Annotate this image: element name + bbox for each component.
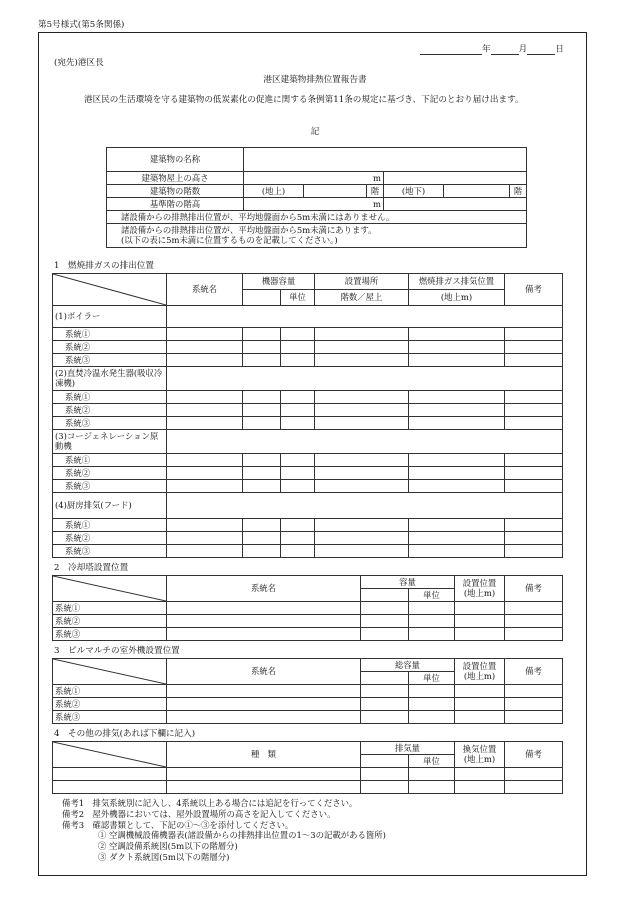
cell[interactable]: [315, 519, 409, 532]
cell[interactable]: [167, 519, 243, 532]
cell[interactable]: [281, 532, 315, 545]
building-name-label: 建築物の名称: [107, 148, 244, 172]
cell[interactable]: [243, 417, 281, 430]
cell[interactable]: [505, 545, 563, 558]
cell[interactable]: [315, 404, 409, 417]
header-position-sub: (地上m): [463, 753, 496, 764]
cell[interactable]: [315, 454, 409, 467]
cell[interactable]: [281, 480, 315, 493]
cell[interactable]: [409, 354, 505, 367]
table-row: 系統②: [53, 615, 167, 628]
group-boiler: (1)ボイラー: [53, 306, 167, 328]
cell[interactable]: [167, 328, 243, 341]
above-unit: 階: [367, 185, 384, 198]
cell[interactable]: [505, 781, 563, 794]
cell[interactable]: [361, 768, 409, 781]
cell[interactable]: [505, 467, 563, 480]
cell[interactable]: [361, 602, 409, 615]
cell[interactable]: [505, 685, 563, 698]
below-label: (地下): [384, 185, 444, 198]
cell[interactable]: [167, 532, 243, 545]
option-1[interactable]: [107, 211, 527, 224]
header-position: [455, 576, 505, 602]
cell[interactable]: [243, 519, 281, 532]
day-label: 日: [555, 44, 564, 55]
cell[interactable]: [505, 480, 563, 493]
cell[interactable]: [281, 454, 315, 467]
cell[interactable]: [315, 545, 409, 558]
cell[interactable]: [505, 602, 563, 615]
header-unit: 単位: [409, 755, 455, 768]
cell[interactable]: [167, 768, 361, 781]
cell[interactable]: [455, 602, 505, 615]
base-blank: [384, 198, 527, 211]
cell[interactable]: [167, 417, 243, 430]
cell[interactable]: [243, 341, 281, 354]
diagonal-line: [53, 742, 166, 767]
table-row: 系統③: [53, 417, 167, 430]
cell[interactable]: [167, 628, 361, 641]
note-3: 備考3 確認書類として、下記の①～③を添付してください。: [62, 819, 294, 830]
cell[interactable]: [505, 532, 563, 545]
section-3-table: [52, 658, 563, 724]
cell[interactable]: [505, 628, 563, 641]
cell[interactable]: [243, 328, 281, 341]
cell[interactable]: [409, 711, 455, 724]
above-field[interactable]: [304, 185, 367, 198]
group-row-blank: [167, 430, 563, 454]
capacity-value-header: [361, 755, 409, 768]
cell[interactable]: [505, 417, 563, 430]
cell[interactable]: [167, 711, 361, 724]
cell[interactable]: [409, 768, 455, 781]
group-cogeneration: (3)コージェネレーション原動機: [53, 430, 167, 454]
cell[interactable]: [505, 404, 563, 417]
cell[interactable]: [243, 532, 281, 545]
cell[interactable]: [315, 532, 409, 545]
table-row: 系統③: [53, 628, 167, 641]
header-unit: 単位: [281, 290, 315, 306]
cell[interactable]: [409, 532, 505, 545]
form-label: 第5号様式(第5条関係): [38, 20, 125, 30]
cell[interactable]: [315, 354, 409, 367]
header-system: 系統名: [167, 576, 361, 602]
cell[interactable]: [243, 467, 281, 480]
note-3-c: ③ ダクト系統図(5m以下の階層分): [98, 851, 230, 862]
cell[interactable]: [409, 391, 505, 404]
note-1: 備考1 排気系統別に記入し、4系統以上ある場合には追記を行ってください。: [62, 798, 358, 808]
header-note: 備考: [505, 659, 563, 685]
header-note: 備考: [505, 576, 563, 602]
cell[interactable]: [281, 341, 315, 354]
cell[interactable]: [455, 685, 505, 698]
cell[interactable]: [167, 404, 243, 417]
cell[interactable]: [53, 768, 167, 781]
above-label: (地上): [244, 185, 304, 198]
cell[interactable]: [409, 615, 455, 628]
capacity-value-header: [243, 290, 281, 306]
cell[interactable]: [409, 628, 455, 641]
option-2-text: 諸設備からの排熱排出位置が、平均地盤面から5m未満にあります。: [121, 224, 377, 235]
cell[interactable]: [281, 354, 315, 367]
floors-label: 建築物の階数: [107, 185, 244, 198]
cell[interactable]: [505, 768, 563, 781]
section-4-title: 4 その他の排気(あれば下欄に記入): [54, 729, 196, 739]
cell[interactable]: [409, 467, 505, 480]
table-row: 系統③: [53, 480, 167, 493]
building-table: [106, 147, 527, 248]
cell[interactable]: [361, 711, 409, 724]
cell[interactable]: [409, 480, 505, 493]
base-height-label: 基準階の階高: [107, 198, 244, 211]
group-row-blank: [167, 367, 563, 391]
cell[interactable]: [361, 615, 409, 628]
cell[interactable]: [315, 467, 409, 480]
table-row: 系統③: [53, 354, 167, 367]
cell[interactable]: [167, 698, 361, 711]
header-capacity: 容量: [361, 576, 455, 589]
header-capacity: 総容量: [361, 659, 455, 672]
table-row: 系統①: [53, 519, 167, 532]
option-2-note: (以下の表に5m未満に位置するものを記載してください。): [121, 234, 338, 245]
group-row-blank: [167, 493, 563, 519]
section-2-title: 2 冷却塔設置位置: [54, 563, 129, 573]
table-row: 系統①: [53, 602, 167, 615]
cell[interactable]: [167, 467, 243, 480]
cell[interactable]: [281, 404, 315, 417]
note-3-a: ① 空調機械設備機器表(諸設備からの排熱排出位置の1～3の記載がある箇所): [98, 830, 386, 841]
cell[interactable]: [409, 698, 455, 711]
cell[interactable]: [409, 328, 505, 341]
diagonal-line: [53, 274, 166, 305]
cell[interactable]: [361, 628, 409, 641]
cell[interactable]: [409, 404, 505, 417]
cell[interactable]: [409, 685, 455, 698]
header-capacity: 機器容量: [243, 274, 315, 290]
section-4-table: [52, 741, 563, 794]
table-row: 系統①: [53, 391, 167, 404]
height-label: 建築物屋上の高さ: [107, 172, 244, 185]
cell[interactable]: [361, 781, 409, 794]
header-diagonal-cell: [53, 659, 167, 685]
date-line: [420, 44, 580, 55]
header-place-sub: 階数／屋上: [315, 290, 409, 306]
cell[interactable]: [315, 328, 409, 341]
cell[interactable]: [455, 711, 505, 724]
cell[interactable]: [505, 391, 563, 404]
table-row: 系統①: [53, 454, 167, 467]
cell[interactable]: [315, 391, 409, 404]
section-1-title: 1 燃焼排ガスの排出位置: [54, 261, 154, 271]
cell[interactable]: [167, 454, 243, 467]
cell[interactable]: [505, 698, 563, 711]
header-note: 備考: [505, 274, 563, 306]
building-name-field[interactable]: [244, 148, 527, 172]
cell[interactable]: [409, 602, 455, 615]
diagonal-line: [53, 659, 166, 684]
cell[interactable]: [281, 545, 315, 558]
cell[interactable]: [243, 545, 281, 558]
cell[interactable]: [505, 354, 563, 367]
cell[interactable]: [455, 628, 505, 641]
header-position-sub: (地上m): [463, 670, 496, 681]
cell[interactable]: [167, 480, 243, 493]
below-field[interactable]: [444, 185, 510, 198]
cell[interactable]: [167, 602, 361, 615]
cell[interactable]: [409, 781, 455, 794]
header-position-sub: (地上m): [463, 587, 496, 598]
header-diagonal-cell: [53, 576, 167, 602]
height-field[interactable]: [244, 172, 384, 185]
cell[interactable]: [315, 480, 409, 493]
option-2[interactable]: [107, 224, 527, 248]
intro-text: 港区民の生活環境を守る建築物の低炭素化の促進に関する条例第11条の規定に基づき、下記のとおり届け出ます。: [84, 95, 524, 105]
table-row: 系統②: [53, 404, 167, 417]
diagonal-line: [53, 576, 166, 601]
header-exhaust: 燃焼排ガス排気位置: [409, 274, 505, 290]
header-diagonal-cell: [53, 274, 167, 306]
table-row: 系統③: [53, 711, 167, 724]
cell[interactable]: [167, 615, 361, 628]
table-row: 系統①: [53, 328, 167, 341]
cell[interactable]: [409, 519, 505, 532]
page-title: 港区建築物排熱位置報告書: [263, 75, 367, 85]
cell[interactable]: [243, 404, 281, 417]
cell[interactable]: [281, 328, 315, 341]
table-row: 系統①: [53, 685, 167, 698]
cell[interactable]: [281, 467, 315, 480]
cell[interactable]: [315, 341, 409, 354]
table-row: 系統③: [53, 545, 167, 558]
cell[interactable]: [53, 781, 167, 794]
group-row-blank: [167, 306, 563, 328]
note-3-b: ② 空調設備系統図(5m以下の階層分): [98, 841, 238, 851]
cell[interactable]: [167, 391, 243, 404]
year-label: 年: [482, 44, 491, 55]
cell[interactable]: [243, 391, 281, 404]
cell[interactable]: [315, 417, 409, 430]
base-height-unit: m: [373, 198, 381, 209]
header-unit: 単位: [409, 589, 455, 602]
cell[interactable]: [409, 417, 505, 430]
header-position: [455, 659, 505, 685]
cell[interactable]: [167, 354, 243, 367]
group-absorption: (2)直焚冷温水発生器(吸収冷凍機): [53, 367, 167, 391]
cell[interactable]: [505, 341, 563, 354]
header-position-label: 設置位置: [462, 577, 497, 588]
section-3-title: 3 ビルマルチの室外機設置位置: [54, 646, 180, 656]
height-blank: [384, 172, 527, 185]
cell[interactable]: [455, 698, 505, 711]
cell[interactable]: [243, 454, 281, 467]
cell[interactable]: [505, 328, 563, 341]
section-2-table: [52, 575, 563, 641]
cell[interactable]: [505, 519, 563, 532]
cell[interactable]: [281, 391, 315, 404]
header-system: 系統名: [167, 659, 361, 685]
header-position: [455, 742, 505, 768]
cell[interactable]: [409, 341, 505, 354]
header-capacity: 排気量: [361, 742, 455, 755]
cell[interactable]: [361, 698, 409, 711]
cell[interactable]: [281, 519, 315, 532]
header-note: 備考: [505, 742, 563, 768]
header-exhaust-sub: (地上m): [409, 290, 505, 306]
cell[interactable]: [167, 781, 361, 794]
addressee: (宛先)港区長: [54, 58, 104, 68]
header-place: 設置場所: [315, 274, 409, 290]
height-unit: m: [373, 172, 381, 183]
below-unit: 階: [510, 185, 527, 198]
header-position-label: 換気位置: [462, 743, 497, 754]
cell[interactable]: [167, 545, 243, 558]
section-1-table: [52, 273, 563, 558]
table-row: 系統②: [53, 467, 167, 480]
note-2: 備考2 屋外機器においては、屋外設置場所の高さを記入してください。: [62, 808, 336, 819]
month-label: 月: [518, 44, 528, 55]
header-diagonal-cell: [53, 742, 167, 768]
header-kind: 種 類: [167, 742, 361, 768]
table-row: 系統②: [53, 698, 167, 711]
header-system: 系統名: [167, 274, 243, 306]
cell[interactable]: [455, 781, 505, 794]
header-position-label: 設置位置: [462, 660, 497, 671]
base-height-field[interactable]: [244, 198, 384, 211]
ki-label: 記: [310, 127, 320, 137]
cell[interactable]: [167, 341, 243, 354]
cell[interactable]: [361, 685, 409, 698]
cell[interactable]: [243, 354, 281, 367]
cell[interactable]: [505, 615, 563, 628]
header-unit: 単位: [409, 672, 455, 685]
cell[interactable]: [505, 454, 563, 467]
cell[interactable]: [455, 615, 505, 628]
cell[interactable]: [505, 711, 563, 724]
capacity-value-header: [361, 672, 409, 685]
cell[interactable]: [409, 545, 505, 558]
cell[interactable]: [167, 685, 361, 698]
cell[interactable]: [243, 480, 281, 493]
table-row: 系統②: [53, 532, 167, 545]
table-row: 系統②: [53, 341, 167, 354]
option-1-text: 諸設備からの排熱排出位置が、平均地盤面から5m未満にはありません。: [121, 211, 395, 222]
cell[interactable]: [281, 417, 315, 430]
capacity-value-header: [361, 589, 409, 602]
cell[interactable]: [455, 768, 505, 781]
group-kitchen: (4)厨房排気(フード): [53, 493, 167, 519]
cell[interactable]: [409, 454, 505, 467]
notes: [62, 798, 386, 863]
